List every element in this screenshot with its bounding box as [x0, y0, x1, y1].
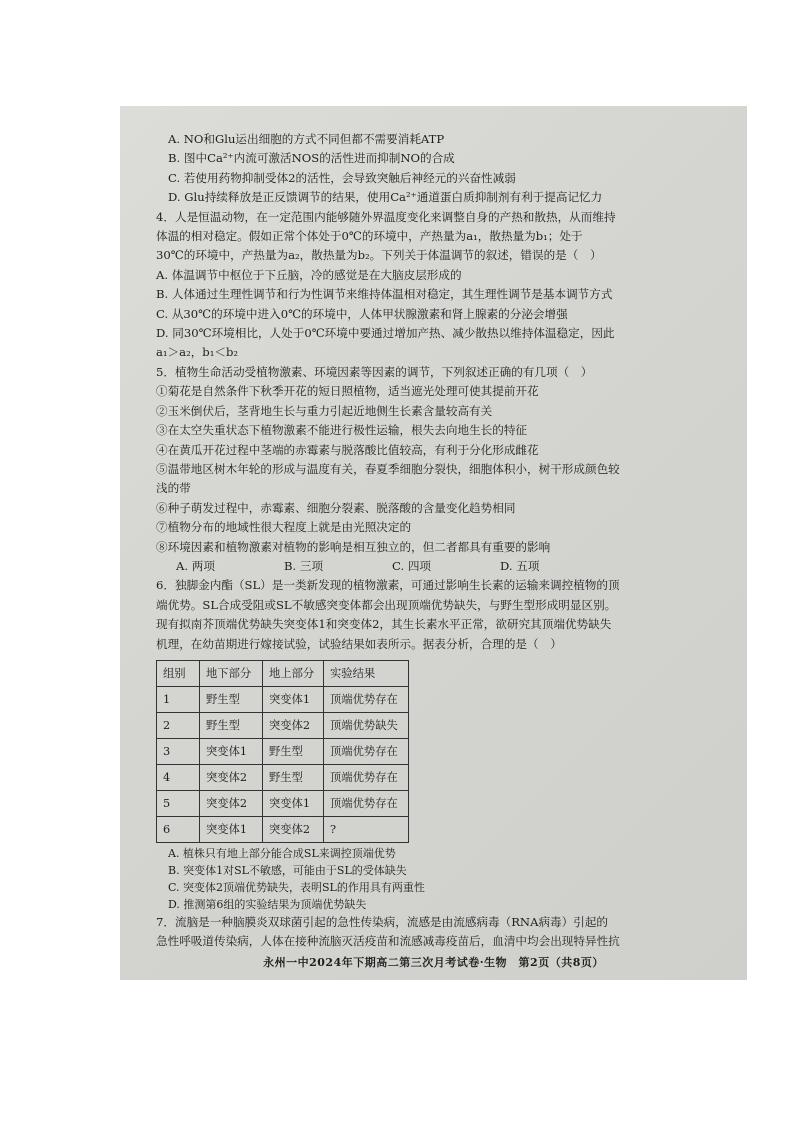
q5-item-1: ①菊花是自然条件下秋季开花的短日照植物，适当遮光处理可使其提前开花 [156, 384, 539, 399]
table-cell: 野生型 [200, 712, 263, 738]
q7-stem-line: 急性呼吸道传染病，人体在接种流脑灭活疫苗和流感减毒疫苗后，血清中均会出现特异性抗 [156, 934, 620, 949]
table-cell: 3 [157, 738, 200, 764]
table-cell: 顶端优势存在 [324, 764, 409, 790]
table-cell: 突变体2 [263, 816, 324, 842]
question-5 [156, 363, 726, 576]
table-cell: 顶端优势存在 [324, 738, 409, 764]
table-cell: 4 [157, 764, 200, 790]
table-cell: ? [324, 816, 409, 842]
table-cell: 突变体1 [200, 738, 263, 764]
q5-item-7: ⑦植物分布的地域性很大程度上就是由光照决定的 [156, 520, 412, 535]
q5-stem: 5．植物生命活动受植物激素、环境因素等因素的调节，下列叙述正确的有几项（ ） [156, 364, 593, 379]
table-row [157, 764, 409, 790]
q6-option-c: C. 突变体2顶端优势缺失，表明SL的作用具有两重性 [168, 880, 425, 894]
q7-stem-line: 7．流脑是一种脑膜炎双球菌引起的急性传染病，流感是由流感病毒（RNA病毒）引起的 [156, 914, 609, 929]
q6-option-d: D. 推测第6组的实验结果为顶端优势缺失 [168, 897, 367, 911]
q6-stem-line: 端优势。SL合成受阻或SL不敏感突变体都会出现顶端优势缺失，与野生型形成明显区别。 [156, 597, 617, 612]
table-header: 实验结果 [324, 660, 409, 686]
page-content [156, 130, 726, 952]
table-cell: 1 [157, 686, 200, 712]
q4-stem-line: 4．人是恒温动物，在一定范围内能够随外界温度变化来调整自身的产热和散热，从而维持 [156, 209, 616, 224]
q6-stem-line: 现有拟南芥顶端优势缺失突变体1和突变体2，其生长素水平正常，欲研究其顶端优势缺失 [156, 617, 612, 632]
table-cell: 野生型 [263, 764, 324, 790]
table-cell: 顶端优势存在 [324, 790, 409, 816]
q3-options [156, 130, 726, 208]
q5-option-c: C. 四项 [392, 558, 432, 573]
q4-stem-line: 体温的相对稳定。假如正常个体处于0℃的环境中，产热量为a₁，散热量为b₁；处于 [156, 229, 583, 244]
table-cell: 顶端优势存在 [324, 686, 409, 712]
q5-options [156, 557, 726, 576]
table-header: 地上部分 [263, 660, 324, 686]
question-7 [156, 913, 726, 952]
q6-option-b: B. 突变体1对SL不敏感，可能由于SL的受体缺失 [168, 863, 407, 877]
question-6 [156, 576, 726, 913]
q6-stem-line: 机理，在幼苗期进行嫁接试验，试验结果如表所示。据表分析，合理的是（ ） [156, 636, 562, 651]
q4-option-c: C. 从30℃的环境中进入0℃的环境中，人体甲状腺激素和肾上腺素的分泌会增强 [156, 306, 568, 321]
table-row [157, 712, 409, 738]
grafting-table [156, 660, 409, 843]
q6-options [156, 845, 726, 913]
table-cell: 突变体1 [263, 790, 324, 816]
q4-option-b: B. 人体通过生理性调节和行为性调节来维持体温相对稳定，其生理性调节是基本调节方式 [156, 287, 613, 302]
table-cell: 5 [157, 790, 200, 816]
exam-page [120, 106, 747, 980]
table-cell: 野生型 [263, 738, 324, 764]
table-header-row [157, 660, 409, 686]
question-4 [156, 208, 726, 363]
q3-option-c: C. 若使用药物抑制受体2的活性，会导致突触后神经元的兴奋性减弱 [168, 170, 516, 185]
q4-stem-line: 30℃的环境中，产热量为a₂，散热量为b₂。下列关于体温调节的叙述，错误的是（ ） [156, 248, 602, 263]
q5-item-2: ②玉米倒伏后，茎背地生长与重力引起近地侧生长素含量较高有关 [156, 403, 493, 418]
table-cell: 6 [157, 816, 200, 842]
q5-item-6: ⑥种子萌发过程中，赤霉素、细胞分裂素、脱落酸的含量变化趋势相同 [156, 500, 516, 515]
q5-item-3: ③在太空失重状态下植物激素不能进行极性运输，根失去向地生长的特征 [156, 423, 528, 438]
q6-option-a: A. 植株只有地上部分能合成SL来调控顶端优势 [168, 846, 396, 860]
page-footer: 永州一中2024年下期高二第三次月考试卷·生物 第2页（共8页） [263, 956, 604, 969]
q3-option-b: B. 图中Ca²⁺内流可激活NOS的活性进而抑制NO的合成 [168, 151, 455, 166]
table-cell: 突变体2 [200, 764, 263, 790]
q5-item-4: ④在黄瓜开花过程中茎端的赤霉素与脱落酸比值较高，有利于分化形成雌花 [156, 442, 539, 457]
table-header: 地下部分 [200, 660, 263, 686]
table-row [157, 738, 409, 764]
q5-option-b: B. 三项 [284, 558, 324, 573]
q4-option-d-cont: a₁＞a₂，b₁＜b₂ [156, 345, 239, 360]
table-row [157, 686, 409, 712]
table-cell: 突变体1 [200, 816, 263, 842]
table-cell: 野生型 [200, 686, 263, 712]
q5-option-a: A. 两项 [176, 558, 215, 573]
q5-item-5-cont: 浅的带 [156, 481, 191, 496]
q5-option-d: D. 五项 [500, 558, 540, 573]
table-cell: 突变体2 [200, 790, 263, 816]
table-cell: 突变体2 [263, 712, 324, 738]
table-row [157, 790, 409, 816]
q5-item-8: ⑧环境因素和植物激素对植物的影响是相互独立的，但二者都具有重要的影响 [156, 539, 551, 554]
table-header: 组别 [157, 660, 200, 686]
q5-item-5: ⑤温带地区树木年轮的形成与温度有关，春夏季细胞分裂快，细胞体积小，树干形成颜色较 [156, 461, 620, 476]
table-row [157, 816, 409, 842]
q4-option-d: D. 同30℃环境相比，人处于0℃环境中要通过增加产热、减少散热以维持体温稳定，因此 [156, 326, 615, 341]
q6-stem-line: 6．独脚金内酯（SL）是一类新发现的植物激素，可通过影响生长素的运输来调控植物的顶 [156, 578, 620, 593]
q3-option-d: D. Glu持续释放是正反馈调节的结果，使用Ca²⁺通道蛋白质抑制剂有利于提高记忆力 [168, 190, 603, 205]
table-cell: 顶端优势缺失 [324, 712, 409, 738]
q4-option-a: A. 体温调节中枢位于下丘脑，冷的感觉是在大脑皮层形成的 [156, 267, 462, 282]
table-cell: 突变体1 [263, 686, 324, 712]
q3-option-a: A. NO和Glu运出细胞的方式不同但都不需要消耗ATP [168, 132, 445, 146]
table-cell: 2 [157, 712, 200, 738]
